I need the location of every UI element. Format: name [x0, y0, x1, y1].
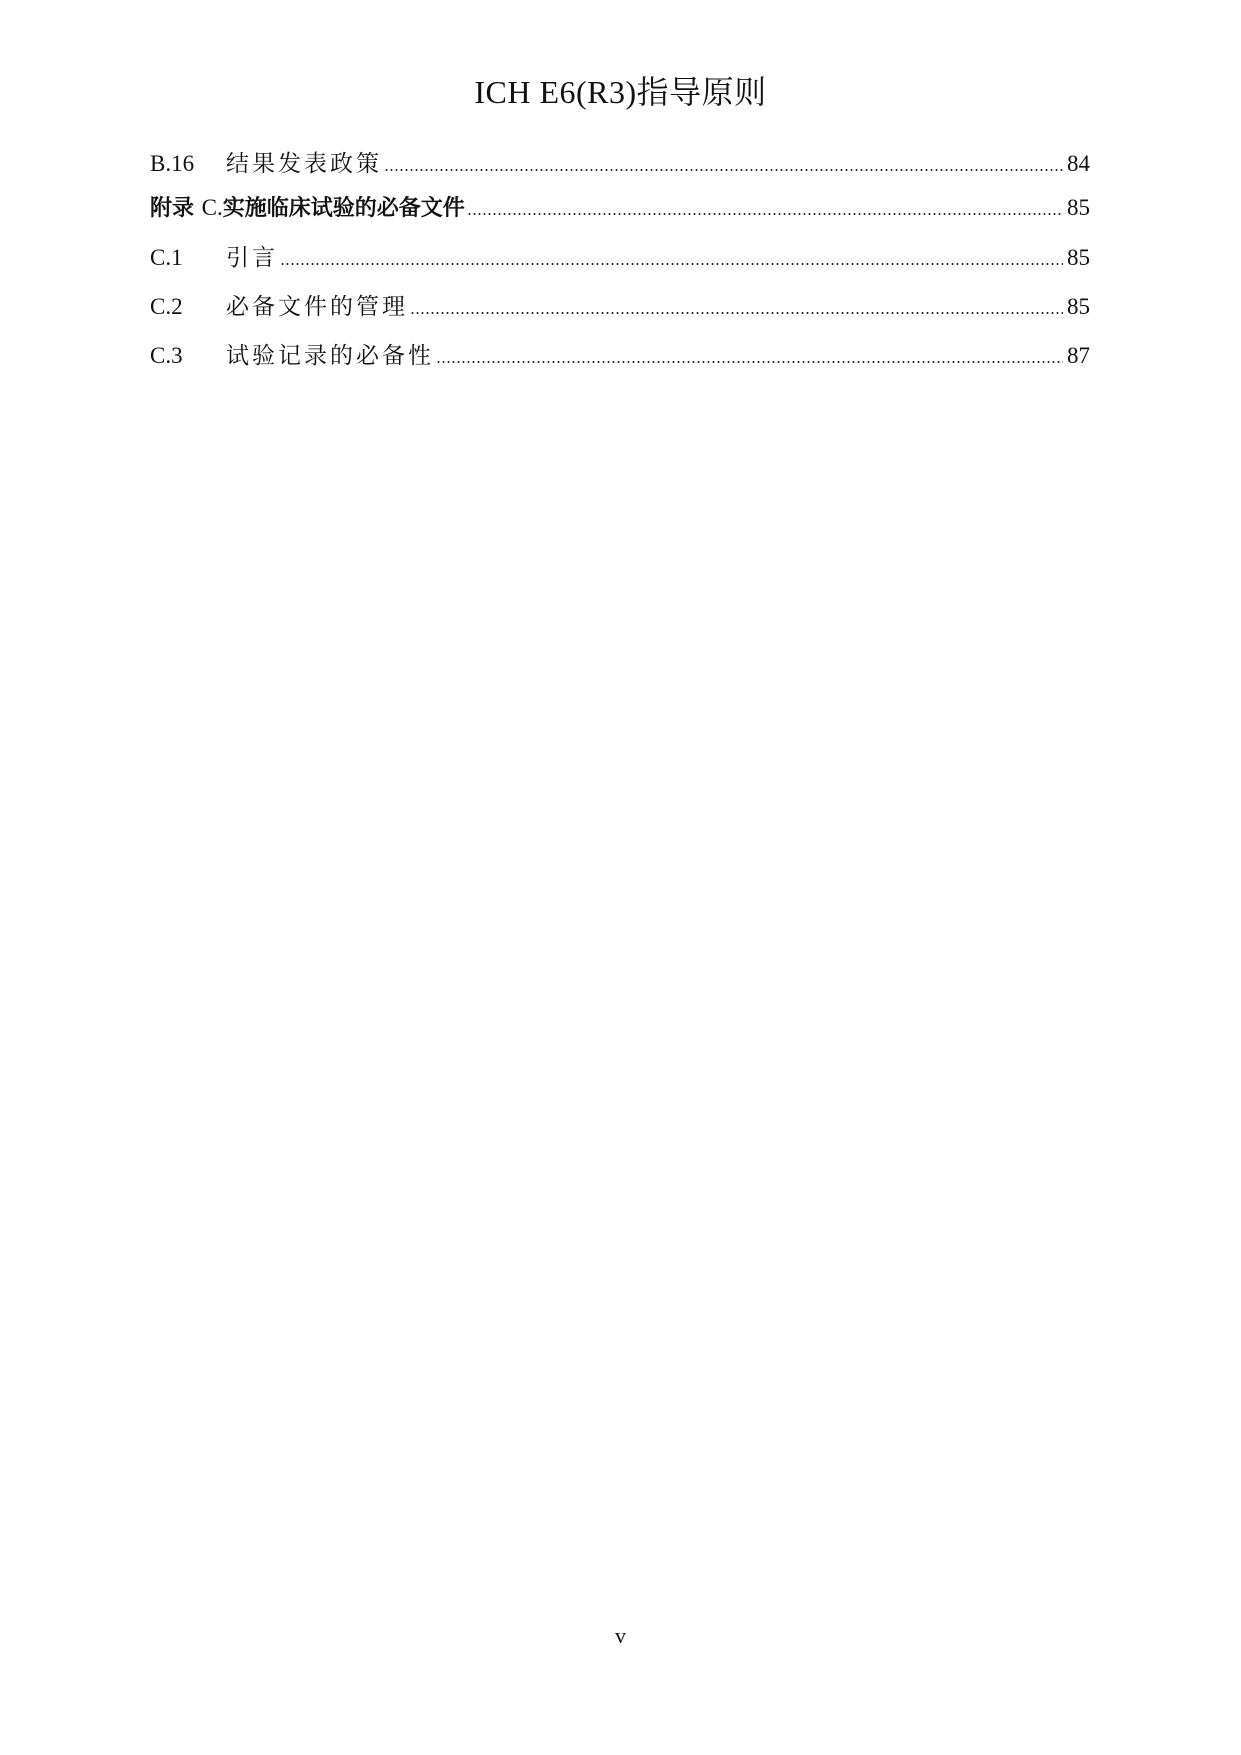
toc-entry-number: B.16	[150, 151, 195, 176]
toc-entry-title: 必备文件的管理	[226, 294, 408, 319]
toc-dot-leader	[467, 212, 1063, 216]
toc-entry-number: C.3	[150, 343, 183, 368]
toc-title-rest: 实施临床试验的必备文件	[222, 196, 465, 221]
toc-dot-leader	[410, 311, 1063, 315]
toc-title-prefix: 附录	[150, 196, 202, 221]
toc-entry-page: 85	[1067, 195, 1090, 220]
toc-entry-page: 85	[1067, 294, 1090, 319]
toc-entry-appendix[interactable]	[150, 192, 1090, 224]
toc-entry-title: 试验记录的必备性	[226, 343, 434, 368]
toc-dot-leader	[384, 168, 1063, 172]
toc-entry-number: C.2	[150, 294, 183, 319]
toc-entry[interactable]	[150, 291, 1090, 323]
toc-entry-page: 85	[1067, 245, 1090, 270]
toc-entry-title: 引言	[226, 245, 278, 270]
toc-entry[interactable]	[150, 148, 1090, 180]
toc-title-latin: C.	[201, 195, 223, 220]
page-number: v	[615, 1623, 626, 1648]
page-header-title: ICH E6(R3)指导原则	[474, 74, 767, 110]
toc-dot-leader	[280, 262, 1063, 266]
toc-entry-page: 84	[1067, 151, 1090, 176]
toc-entry-title	[150, 192, 465, 225]
toc-entry-title: 结果发表政策	[226, 151, 382, 176]
toc-entry-page: 87	[1067, 343, 1090, 368]
toc-entry[interactable]	[150, 340, 1090, 372]
toc-dot-leader	[436, 360, 1063, 364]
toc-entry-number: C.1	[150, 245, 183, 270]
toc-entry[interactable]	[150, 242, 1090, 274]
